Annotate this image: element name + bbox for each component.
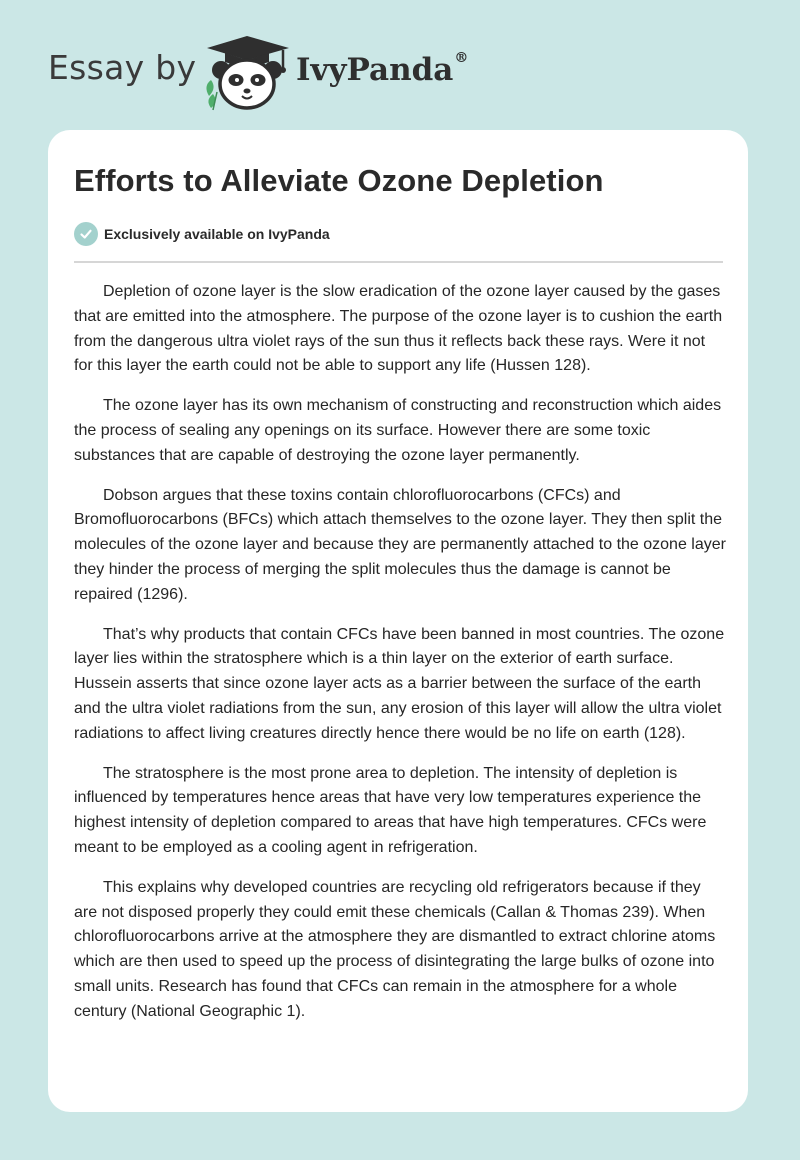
divider: [74, 261, 723, 263]
page-title: Efforts to Alleviate Ozone Depletion: [74, 163, 604, 198]
site-header: [0, 0, 800, 130]
paragraph: Depletion of ozone layer is the slow eradication of the ozone layer caused by the gases that are emitted into the atmosphere. The purpose of the ozone layer is to cushion the earth from the dangerous ultra violet rays of the sun thus it reflects back these rays. Were it not for this layer the earth could not be able to support any life (Hussen 128).: [74, 283, 723, 375]
brand-text: IvyPanda: [296, 52, 454, 88]
exclusive-label: Exclusively available on IvyPanda: [104, 226, 330, 242]
brand-name[interactable]: [296, 52, 468, 88]
paragraph: The stratosphere is the most prone area to depletion. The intensity of depletion is influenced by temperatures hence areas that have very low temperatures experience the highest intensity of depletion compared to areas that have high temperatures. CFCs were meant to be employed as a cooling agent in refrigeration.: [74, 764, 707, 856]
paragraph: The ozone layer has its own mechanism of constructing and reconstruction which aides the process of sealing any openings on its surface. However there are some toxic substances that are capable of destroying the ozone layer permanently.: [74, 397, 722, 464]
paragraph: Dobson argues that these toxins contain chlorofluorocarbons (CFCs) and Bromofluorocarbons (BFCs) which attach themselves to the ozone layer. They then split the molecules of the ozone layer and because they are permanently attached to the ozone layer they hinder the process of merging the split molecules thus the damage is cannot be repaired (1296).: [74, 486, 726, 603]
essay-card: [48, 130, 748, 1112]
essay-body: [74, 280, 726, 1040]
registered-mark: ®: [454, 50, 469, 66]
exclusive-badge: [74, 222, 330, 246]
ivypanda-logo[interactable]: [203, 34, 293, 112]
paragraph: This explains why developed countries are recycling old refrigerators because if they are not disposed properly they could emit these chemicals (Callan & Thomas 239). When chlorofluorocarbons arrive at the atmosphere they are dismantled to extract chlorine atoms which are then used to speed up the process of disintegrating the large bulks of ozone into small units. Research has found that CFCs can remain in the atmosphere for a whole century (National Geographic 1).: [74, 878, 716, 1020]
panda-logo-icon: [203, 34, 293, 112]
check-circle-icon: [74, 222, 98, 246]
paragraph: That’s why products that contain CFCs have been banned in most countries. The ozone layer lies within the stratosphere which is a thin layer on the exterior of earth surface. Hussein asserts that since ozone layer acts as a barrier between the surface of the earth and the ultra violet radiations from the sun, any erosion of this layer will allow the ultra violet radiations to affect living creatures directly hence there would be no life on earth (128).: [74, 625, 725, 742]
essay-by-label: Essay by: [48, 48, 197, 87]
